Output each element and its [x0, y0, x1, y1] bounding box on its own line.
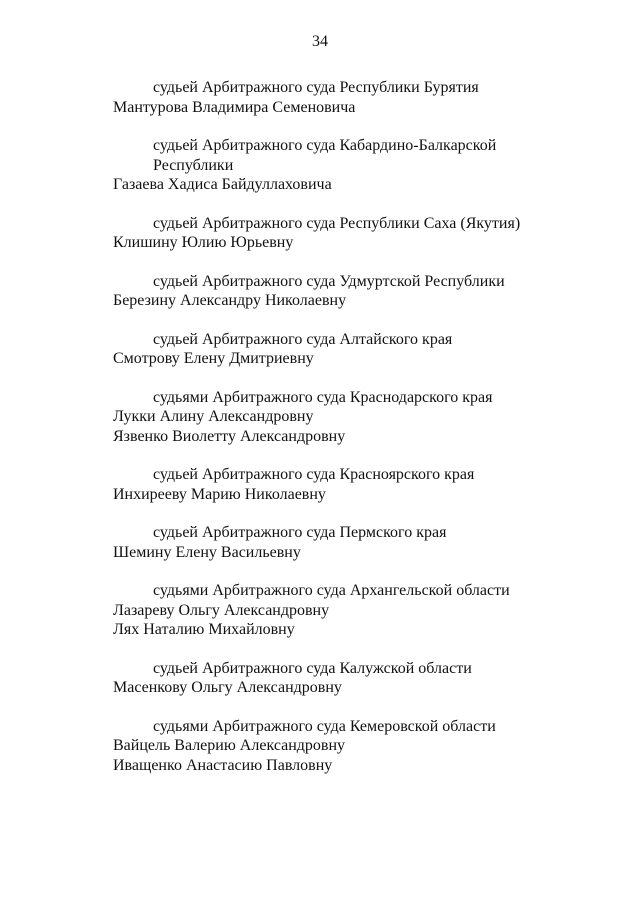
appointments-list	[113, 78, 521, 794]
court-designation	[113, 523, 513, 543]
judge-name: Лях Наталию Михайловну	[113, 621, 295, 638]
court-designation	[113, 388, 513, 408]
court-line: судьями Арбитражного суда Кемеровской области	[153, 717, 496, 735]
court-line: судьей Арбитражного суда Красноярского края	[153, 466, 475, 483]
court-line: судьей Арбитражного суда Калужской области	[153, 659, 472, 677]
appointment-entry	[113, 388, 513, 447]
judge-name: Лукки Алину Александровну	[113, 408, 314, 425]
appointment-entry	[113, 465, 513, 504]
court-designation	[113, 330, 513, 350]
court-designation	[113, 717, 513, 737]
court-line: судьями Арбитражного суда Архангельской области	[153, 582, 510, 599]
court-line: судьями Арбитражного суда Краснодарского края	[153, 388, 493, 406]
page-number: 34	[312, 33, 328, 50]
court-designation	[113, 78, 513, 98]
judge-name: Язвенко Виолетту Александровну	[113, 427, 346, 445]
judge-name: Инхиреeву Марию Николаевну	[113, 485, 326, 503]
court-designation	[113, 465, 513, 485]
judge-name: Мантурова Владимира Семеновича	[113, 98, 356, 116]
court-designation	[113, 136, 513, 175]
appointment-entry	[113, 78, 513, 117]
court-line: судьей Арбитражного суда Пермского края	[153, 524, 447, 541]
judge-name: Газаева Хадиса Байдуллаховича	[113, 176, 332, 193]
judge-name: Масенкову Ольгу Александровну	[113, 679, 342, 696]
appointment-entry	[113, 136, 513, 195]
judge-name: Клишину Юлию Юрьевну	[113, 234, 294, 251]
appointment-entry	[113, 272, 513, 311]
judge-name: Смотрову Елену Дмитриевну	[113, 350, 314, 367]
court-line: Республики	[153, 156, 234, 174]
court-designation	[113, 214, 521, 234]
court-line: судьей Арбитражного суда Удмуртской Республики	[153, 272, 505, 290]
court-designation	[113, 581, 513, 601]
court-designation	[113, 272, 513, 292]
appointment-entry	[113, 581, 513, 640]
judge-name: Иващенко Анастасию Павловну	[113, 756, 333, 774]
court-designation	[113, 659, 513, 679]
judge-name: Березину Александру Николаевну	[113, 292, 347, 309]
court-line: судьей Арбитражного суда Республики Бурятия	[153, 79, 479, 96]
court-line: судьей Арбитражного суда Кабардино-Балкарской	[153, 137, 497, 154]
court-line: судьей Арбитражного суда Республики Саха (Якутия)	[153, 214, 521, 232]
judge-name: Вайцель Валерию Александровну	[113, 737, 346, 754]
appointment-entry	[113, 214, 521, 253]
judge-name: Лазареву Ольгу Александровну	[113, 601, 330, 619]
court-line: судьей Арбитражного суда Алтайского края	[153, 330, 453, 348]
appointment-entry	[113, 523, 513, 562]
appointment-entry	[113, 659, 513, 698]
judge-name: Шемину Елену Васильевну	[113, 543, 301, 561]
appointment-entry	[113, 330, 513, 369]
appointment-entry	[113, 717, 513, 776]
